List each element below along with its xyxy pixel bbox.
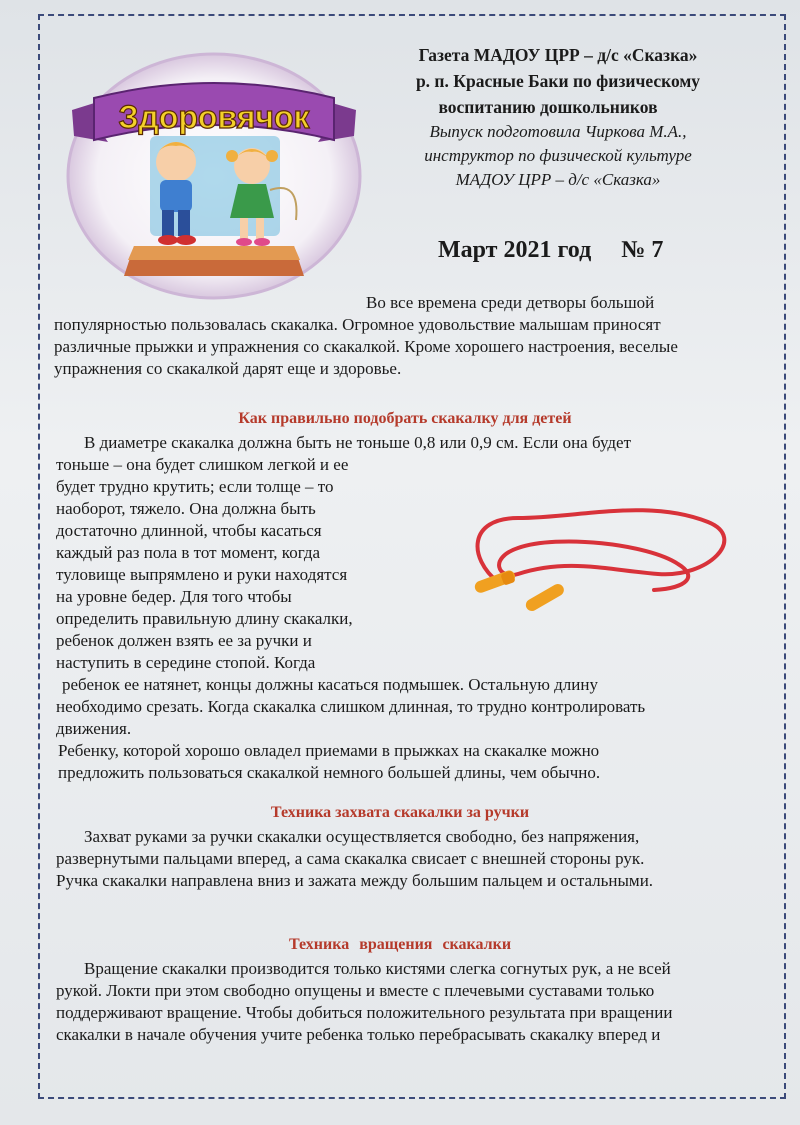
text-line: Ребенку, которой хорошо овладел приемами в прыжках на скакалке можно xyxy=(58,741,600,760)
section-choose-first-line xyxy=(56,432,754,454)
section-title-choose: Как правильно подобрать скакалку для детей xyxy=(238,410,572,427)
text-line: Ручка скакалки направлена вниз и зажата между большим пальцем и остальными. xyxy=(56,871,654,890)
credit-line-3: МАДОУ ЦРР – д/с «Сказка» xyxy=(455,170,661,189)
credit-line-1: Выпуск подготовила Чиркова М.А., xyxy=(429,122,687,141)
text-line: тоньше – она будет слишком легкой и ее xyxy=(56,455,349,474)
text-line: поддерживают вращение. Чтобы добиться положительного результата при вращении xyxy=(56,1003,673,1022)
text-line: на уровне бедер. Для того чтобы xyxy=(56,587,292,606)
text-line: определить правильную длину скакалки, xyxy=(56,609,353,628)
newspaper-header xyxy=(368,42,748,192)
text-line: туловище выпрямлено и руки находятся xyxy=(56,565,348,584)
text-line: рукой. Локти при этом свободно опущены и вместе с плечевыми суставами только xyxy=(56,981,655,1000)
section-rotation-text xyxy=(56,958,768,1046)
header-line-1: Газета МАДОУ ЦРР – д/с «Сказка» xyxy=(418,45,698,65)
intro-line: различные прыжки и упражнения со скакалкой. Кроме хорошего настроения, веселые xyxy=(54,337,678,356)
zdorovyachok-logo xyxy=(64,50,364,302)
text-line: скакалки в начале обучения учите ребенка только перебрасывать скакалку вперед и xyxy=(56,1025,661,1044)
jump-rope-image xyxy=(458,478,748,626)
text-line: предложить пользоваться скакалкой немного большей длины, чем обычно. xyxy=(58,763,601,782)
logo-title: Здоровячок xyxy=(118,99,310,135)
text-line: развернутыми пальцами вперед, а сама скакалка свисает с внешней стороны рук. xyxy=(56,849,645,868)
text-line: наоборот, тяжело. Она должна быть xyxy=(56,499,316,518)
text-line: будет трудно крутить; если толще – то xyxy=(56,477,334,496)
text-line: каждый раз пола в тот момент, когда xyxy=(56,543,321,562)
section-grip-text xyxy=(56,826,768,892)
intro-line: Во все времена среди детворы большой xyxy=(366,293,655,312)
section-choose-column xyxy=(56,454,396,674)
issue-date: Март 2021 год xyxy=(438,237,592,263)
header-line-3: воспитанию дошкольников xyxy=(438,97,658,117)
text-line: необходимо срезать. Когда скакалка слишком длинная, то трудно контролировать xyxy=(56,697,646,716)
text-line: В диаметре скакалка должна быть не тоньше 0,8 или 0,9 см. Если она будет xyxy=(84,433,632,452)
credit-line-2: инструктор по физической культуре xyxy=(424,146,692,165)
text-line: Захват руками за ручки скакалки осуществляется свободно, без напряжения, xyxy=(84,827,640,846)
text-line: достаточно длинной, чтобы касаться xyxy=(56,521,322,540)
section-title-grip: Техника захвата скакалки за ручки xyxy=(270,804,530,821)
text-line: ребенок ее натянет, концы должны касаться подмышек. Остальную длину xyxy=(62,675,598,694)
intro-line: упражнения со скакалкой дарят еще и здоровье. xyxy=(54,359,402,378)
intro-paragraph xyxy=(54,292,754,380)
text-line: ребенок должен взять ее за ручки и xyxy=(56,631,312,650)
issue-number: № 7 xyxy=(621,237,664,263)
section-title-rotation: Техника вращения скакалки xyxy=(288,936,512,953)
text-line: Вращение скакалки производится только кистями слегка согнутых рук, а не всей xyxy=(84,959,671,978)
intro-line: популярностью пользовалась скакалка. Огромное удовольствие малышам приносят xyxy=(54,315,661,334)
section-choose-continued xyxy=(56,674,754,784)
issue-info xyxy=(438,237,693,264)
header-line-2: р. п. Красные Баки по физическому xyxy=(415,71,701,91)
text-line: движения. xyxy=(56,719,132,738)
text-line: наступить в середине стопой. Когда xyxy=(56,653,316,672)
